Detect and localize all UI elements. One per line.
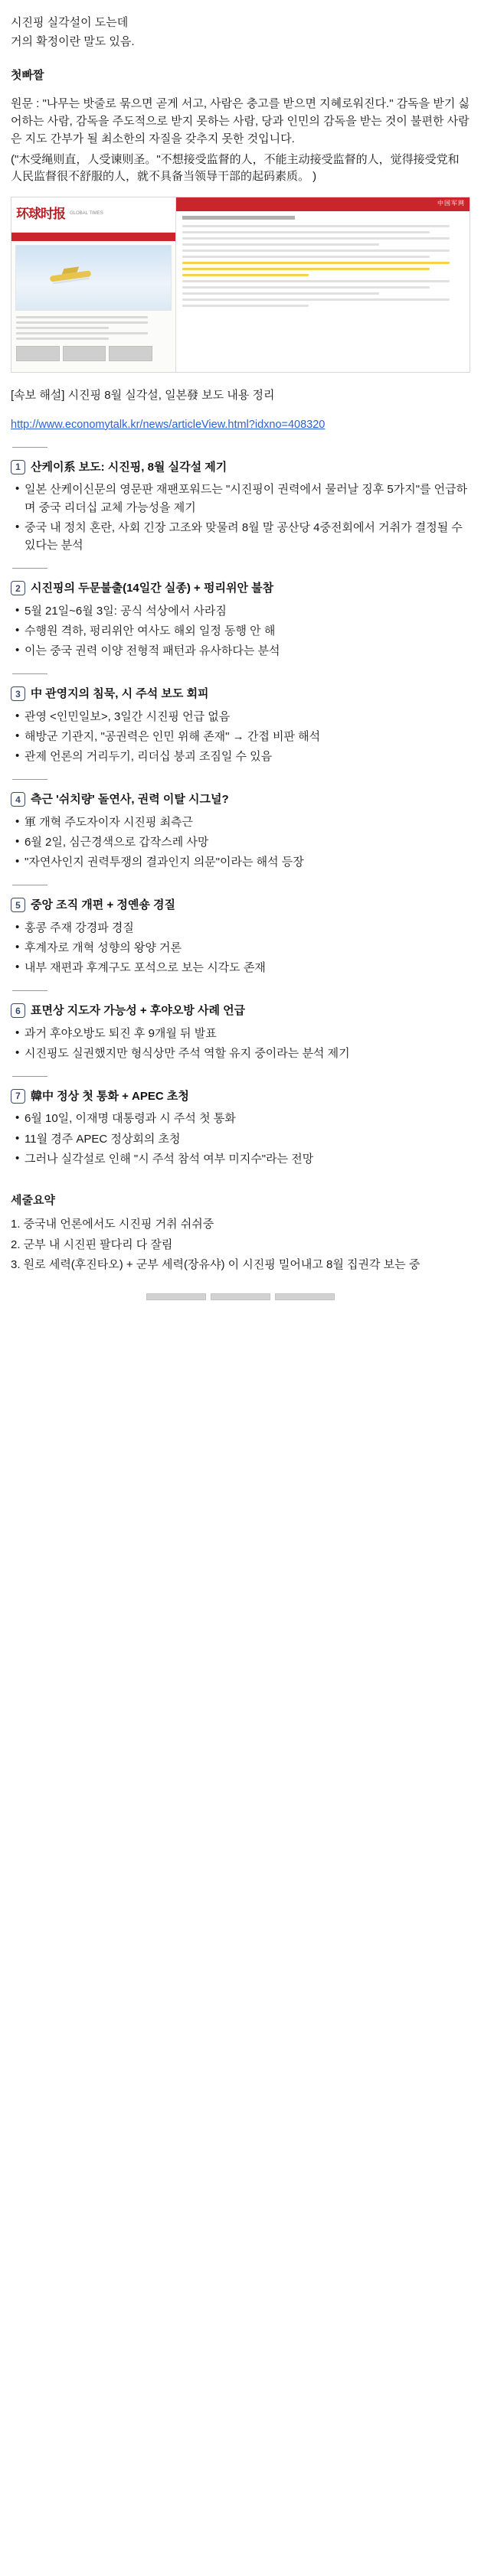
divider [12,1076,47,1077]
bullet-item: • 중국 내 정치 혼란, 사회 긴장 고조와 맞물려 8월 말 공산당 4중전회에서 거취가 결정될 수 있다는 분석 [14,519,470,555]
section-2 [11,579,470,660]
section-6 [11,1002,470,1062]
article-link[interactable]: http://www.economytalk.kr/news/articleView.html?idxno=408320 [11,418,326,431]
bullet-item: • 수행원 격하, 펑리위안 여사도 해외 일정 동행 안 해 [14,622,470,640]
section-title: 中 관영지의 침묵, 시 주석 보도 회피 [31,687,209,701]
section-bullets [14,1025,470,1063]
section-bullets [14,708,470,766]
section-title: 산케이系 보도: 시진핑, 8월 실각설 제기 [31,461,227,474]
news-screenshot-left-pane [11,197,176,372]
bullet-item: • 6월 10일, 이재명 대통령과 시 주석 첫 통화 [14,1110,470,1127]
section-bullets [14,602,470,660]
summary-item: 2. 군부 내 시진핀 팔다리 다 잘림 [11,1237,173,1251]
section-bullets [14,814,470,872]
divider [12,447,47,448]
bullet-item: • 軍 개혁 주도자이자 시진핑 최측근 [14,814,470,831]
section-number: 4 [11,792,25,807]
section-3 [11,685,470,765]
airplane-icon [50,271,92,282]
news-screenshot-right-pane [176,197,470,372]
section-header [11,1087,470,1105]
spacer [11,89,470,95]
left-text-lines [11,315,175,344]
section-number: 2 [11,581,25,595]
bullet-item: • 관영 <인민일보>, 3일간 시진핑 언급 없음 [14,708,470,726]
section-header [11,685,470,703]
highlighted-text [182,274,309,276]
section-bullets [14,919,470,977]
section-bullets [14,481,470,554]
spacer [11,1170,470,1187]
divider [12,673,47,674]
bullet-item: • 11월 경주 APEC 정상회의 초청 [14,1130,470,1148]
summary-item: 1. 중국내 언론에서도 시진핑 거취 쉬쉬중 [11,1218,214,1231]
section-title: 중앙 조직 개편 + 정옌숑 경질 [31,898,175,912]
section-title: 韓中 정상 첫 통화 + APEC 초청 [31,1090,189,1104]
section-4 [11,791,470,871]
article-headline: [속보 해설] 시진핑 8월 실각설, 일본發 보도 내용 정리 [11,388,275,402]
divider [12,568,47,569]
masthead-title: 环球时报 [16,206,65,222]
bullet-item: • 홍콩 주재 강경파 경질 [14,919,470,937]
section-number: 6 [11,1003,25,1018]
toolbar-chip[interactable] [146,1293,206,1300]
masthead [11,197,175,233]
bullet-item: • 내부 재편과 후계구도 포석으로 보는 시각도 존재 [14,959,470,977]
bottom-toolbar [11,1293,470,1300]
article-title-placeholder [182,216,295,220]
section-number: 7 [11,1089,25,1104]
section-1 [11,458,470,554]
summary-item: 3. 원로 세력(후진타오) + 군부 세력(장유샤) 이 시진핑 밀어내고 8월 집권각 보는 중 [11,1257,420,1271]
origin-quote: 원문 : "나무는 밧줄로 묶으면 곧게 서고, 사람은 충고를 받으면 지혜로워진다." 감독을 받기 싫어하는 사람, 감독을 주도적으로 받지 못하는 사람, 당과 인민의 감독을 받는 것이 불편한 사람은 지도 간부가 될 최소한의 자질을 갖추지 못한 것입니다. [11,96,470,146]
divider [12,990,47,991]
bullet-item: • 후계자로 개혁 성향의 왕양 거론 [14,939,470,957]
section-header [11,458,470,476]
section-title: 측근 '쉬치량' 돌연사, 권력 이탈 시그널? [31,793,229,807]
thumbnail-row [11,344,175,363]
section-bullets [14,1110,470,1168]
intro-line-1: 시진핑 실각설이 도는데 [11,16,129,29]
section-5 [11,896,470,977]
highlighted-text [182,262,449,264]
section-title: 표면상 지도자 가능성 + 후야오방 사례 언급 [31,1004,246,1018]
highlighted-text [182,268,430,270]
section-number: 1 [11,460,25,474]
hero-image [15,245,172,311]
chinese-quote: ("木受绳则直，人受谏则圣。"不想接受监督的人，不能主动接受监督的人，觉得接受党和人民监督很不舒服的人，就不具备当领导干部的起码素质。 ) [11,152,460,183]
section-number: 3 [11,686,25,701]
section-title: 시진핑의 두문불출(14일간 실종) + 펑리위안 불참 [31,582,274,595]
toolbar-chip[interactable] [275,1293,335,1300]
divider [12,779,47,780]
bullet-item: • 이는 중국 권력 이양 전형적 패턴과 유사하다는 분석 [14,642,470,660]
bullet-item: • 과거 후야오방도 퇴진 후 9개월 뒤 발표 [14,1025,470,1042]
intro-line-2: 거의 확정이란 말도 있음. [11,35,135,49]
site-topbar: 中国军网 [176,197,470,211]
bullet-item: • 일본 산케이신문의 영문판 재팬포워드는 "시진핑이 권력에서 물러날 징후 5가지"를 언급하며 중국 리더십 교체 가능성을 제기 [14,481,470,517]
section-number: 5 [11,898,25,912]
bullet-item: • 시진핑도 실권했지만 형식상만 주석 역할 유지 중이라는 분석 제기 [14,1045,470,1062]
bullet-item: • 관제 언론의 거리두기, 리더십 붕괴 조짐일 수 있음 [14,748,470,765]
bullet-item: • 해방군 기관지, "공권력은 인민 위해 존재" → 간접 비판 해석 [14,728,470,745]
bullet-item: • 5월 21일~6월 3일: 공식 석상에서 사라짐 [14,602,470,620]
spacer [11,56,470,67]
masthead-subtitle: GLOBAL TIMES [70,211,103,217]
toolbar-chip[interactable] [211,1293,270,1300]
bullet-item: • 6월 2일, 심근경색으로 갑작스레 사망 [14,833,470,851]
section-header [11,791,470,808]
site-navbar [11,233,175,241]
section-header [11,1002,470,1019]
section-header [11,579,470,597]
bullet-item: • "자연사인지 권력투쟁의 결과인지 의문"이라는 해석 등장 [14,853,470,871]
section-header [11,896,470,914]
section-7 [11,1087,470,1168]
news-screenshot [11,197,470,373]
first-label: 첫빠짤 [11,68,44,82]
summary-title: 세줄요약 [11,1194,55,1208]
summary-list [11,1215,470,1273]
bullet-item: • 그러나 실각설로 인해 "시 주석 참석 여부 미지수"라는 전망 [14,1150,470,1168]
